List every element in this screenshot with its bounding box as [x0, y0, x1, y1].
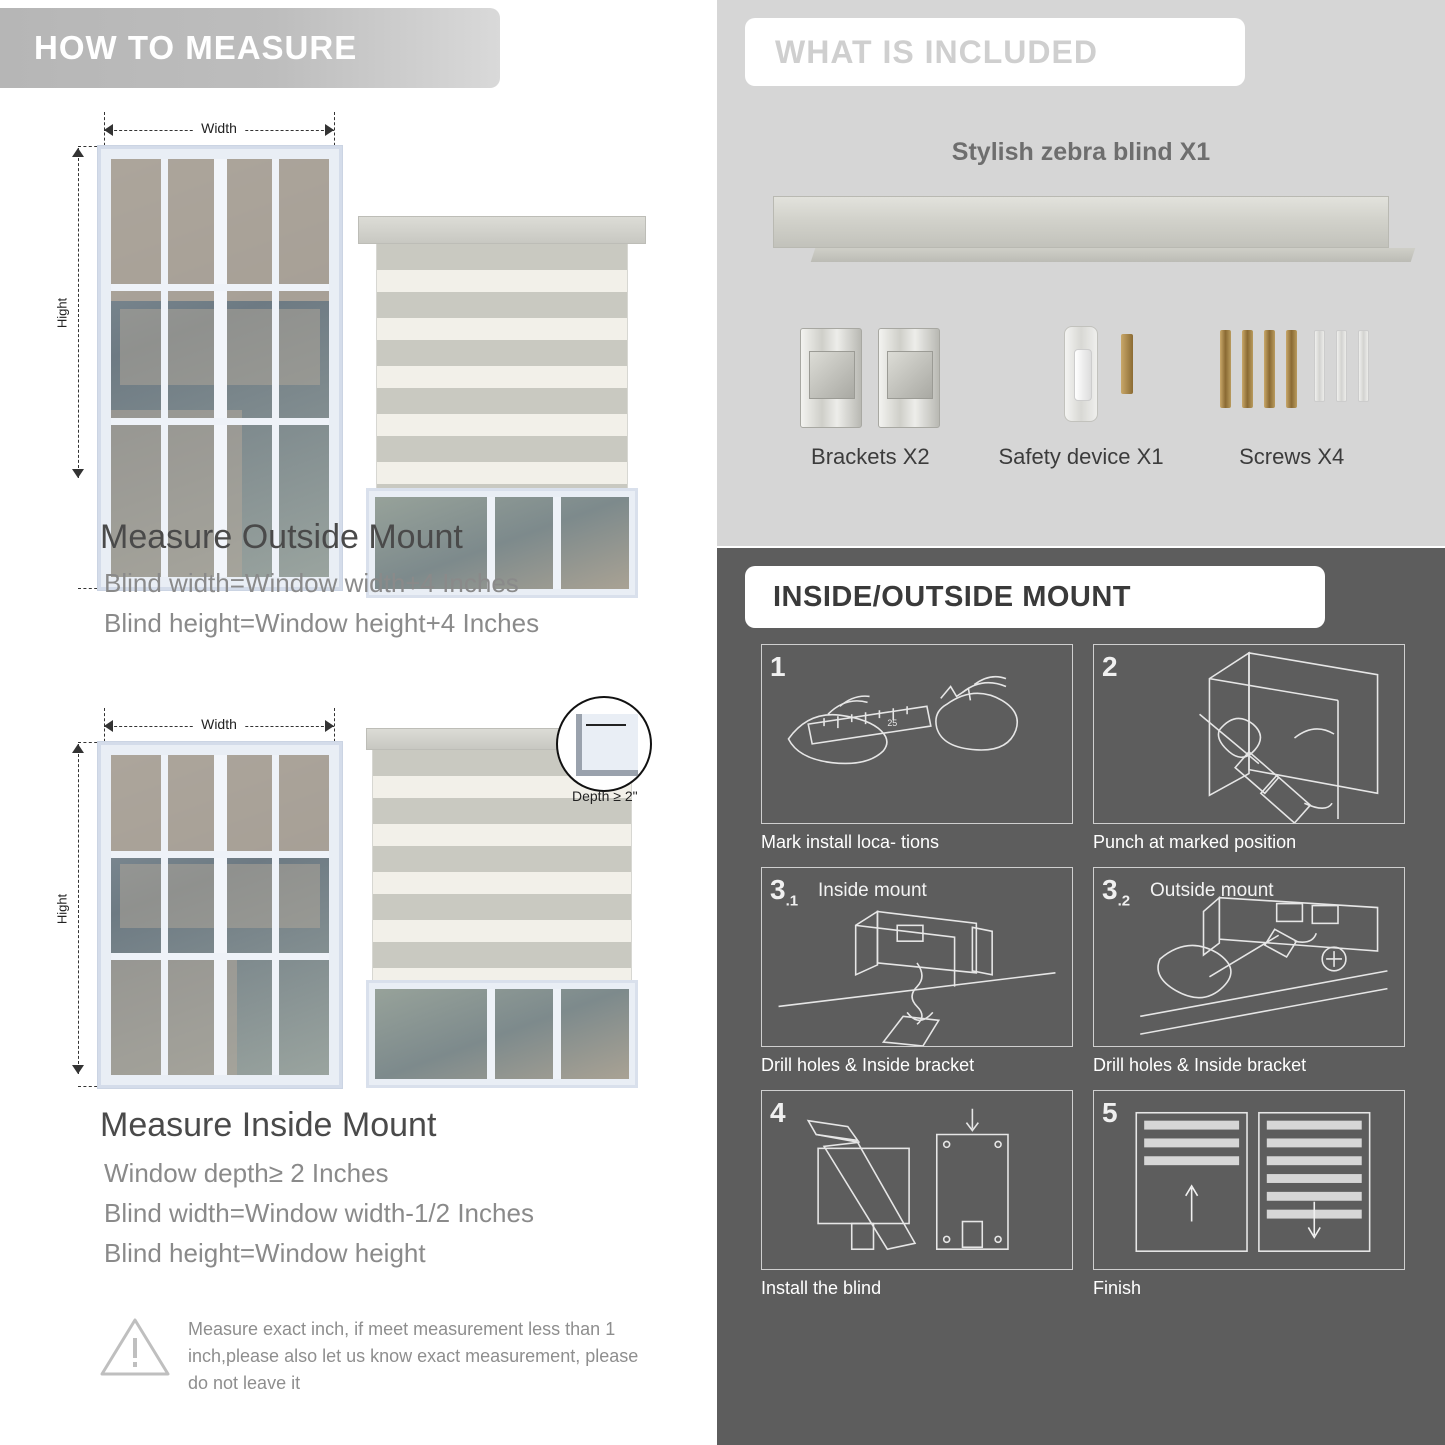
inside-mount-heading: Measure Inside Mount [100, 1106, 437, 1144]
step-3-2-number: $3_{.2}$ [1102, 874, 1131, 910]
outside-height-label: Hight [55, 292, 70, 334]
blind-headrail [358, 216, 646, 244]
inside-outside-mount-banner [745, 566, 1325, 628]
how-to-measure-title: HOW TO MEASURE [34, 29, 358, 66]
inside-mount-line2: Blind width=Window width-1/2 Inches [104, 1198, 534, 1228]
outside-mount-heading: Measure Outside Mount [100, 518, 463, 556]
outside-mount-line2: Blind height=Window height+4 Inches [104, 608, 540, 638]
part-screws-caption: Screws X4 [1239, 444, 1345, 469]
part-brackets [765, 318, 976, 518]
what-is-included-title: WHAT IS INCLUDED [775, 33, 1098, 70]
step-5-number: 5 [1102, 1097, 1118, 1128]
step-5-illustration [1094, 1091, 1404, 1269]
step-4-caption: Install the blind [761, 1278, 882, 1298]
step-4-illustration [762, 1091, 1072, 1269]
step-2-number: 2 [1102, 651, 1118, 682]
outside-mount-line1: Blind width=Window width+4 Inches [104, 568, 519, 598]
window-behind-blind-inside [366, 980, 638, 1088]
step-1-number: 1 [770, 651, 786, 682]
step-5-caption: Finish [1093, 1278, 1142, 1298]
step-3-1-number: $3_{.1}$ [770, 874, 799, 910]
window-illustration-inside [98, 742, 342, 1088]
inside-outside-mount-section [717, 548, 1445, 1445]
svg-text:25: 25 [887, 718, 898, 729]
part-safety-device-caption: Safety device X1 [998, 444, 1164, 469]
measure-warning-text: Measure exact inch, if meet measurement less than 1 inch,please also let us know exact measurement, please do not leave it [188, 1319, 639, 1393]
inside-width-dimension [104, 716, 334, 736]
step-3-2-caption: Drill holes & Inside bracket [1093, 1055, 1307, 1075]
outside-width-label: Width [193, 120, 245, 136]
measure-warning-note [100, 1316, 660, 1397]
blind-fabric [376, 244, 628, 504]
part-brackets-caption: Brackets X2 [811, 444, 930, 469]
what-is-included-banner [745, 18, 1245, 86]
step-2-illustration [1094, 645, 1404, 823]
inside-height-label: Hight [55, 888, 70, 930]
zebra-blind-product-image [765, 196, 1397, 266]
step-2-caption: Punch at marked position [1093, 832, 1297, 852]
part-safety-device [976, 318, 1187, 518]
outside-width-dimension [104, 120, 334, 140]
inside-mount-line3: Blind height=Window height [104, 1238, 426, 1268]
inside-outside-mount-title: INSIDE/OUTSIDE MOUNT [773, 580, 1132, 613]
step-1 [761, 644, 1073, 853]
inside-width-label: Width [193, 716, 245, 732]
step-3-1-caption: Drill holes & Inside bracket [761, 1055, 975, 1075]
safety-device-icon [976, 318, 1187, 438]
step-3-1-subtitle: Inside mount [818, 880, 927, 901]
what-is-included-section [717, 0, 1445, 546]
installation-steps [761, 644, 1405, 1299]
depth-label: Depth ≥ 2" [572, 788, 638, 804]
step-2 [1093, 644, 1405, 853]
outside-height-dimension [54, 148, 88, 478]
part-screws [1186, 318, 1397, 518]
warning-triangle-icon [100, 1316, 170, 1378]
step-1-illustration [762, 645, 1072, 823]
inside-height-dimension [54, 744, 88, 1074]
included-parts-list [765, 318, 1397, 518]
how-to-measure-section [0, 0, 713, 1445]
step-4 [761, 1090, 1073, 1299]
step-3-1 [761, 867, 1073, 1076]
brackets-icon [765, 318, 976, 438]
step-5 [1093, 1090, 1405, 1299]
step-4-number: 4 [770, 1097, 786, 1128]
how-to-measure-banner [0, 8, 500, 88]
step-1-caption: Mark install loca- tions [761, 832, 940, 852]
screws-icon [1186, 318, 1397, 438]
inside-mount-line1: Window depth≥ 2 Inches [104, 1158, 389, 1188]
outside-mount-diagram [0, 100, 713, 638]
step-3-2 [1093, 867, 1405, 1076]
product-title: Stylish zebra blind X1 [951, 138, 1211, 166]
depth-callout-circle [556, 696, 652, 792]
step-3-2-subtitle: Outside mount [1150, 880, 1274, 901]
